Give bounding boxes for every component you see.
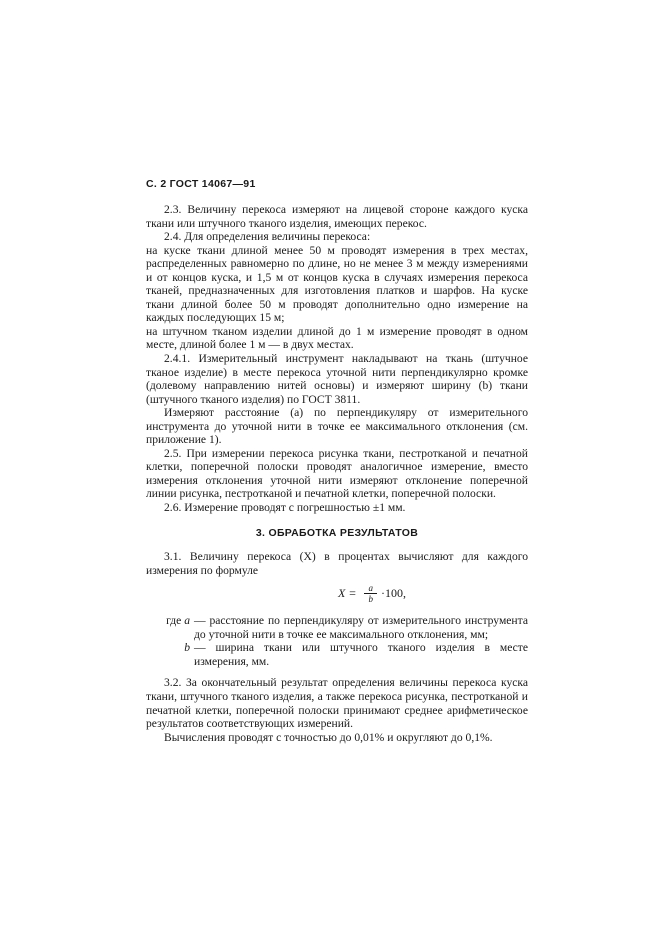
paragraph-3-1: 3.1. Величину перекоса (X) в процентах вычисляют для каждого измерения по формуле [146, 550, 528, 577]
formula-rhs: ·100, [380, 585, 406, 600]
definition-text: — ширина ткани или штучного тканого изделия в месте измерения, мм. [194, 641, 528, 668]
paragraph-2-4-1-b: Измеряют расстояние (a) по перпендикуляру от измерительного инструмента до уточной нити в точке ее максимального отклонения (см. приложение 1). [146, 406, 528, 447]
formula-denominator: b [368, 594, 373, 605]
paragraph-2-3: 2.3. Величину перекоса измеряют на лицевой стороне каждого куска ткани или штучного тканого изделия, имеющих перекос. [146, 203, 528, 230]
formula-fraction [364, 583, 377, 604]
definition-symbol: a [184, 614, 190, 628]
definition-text: — расстояние по перпендикуляру от измерительного инструмента до уточной нити в точке ее максимального отклонения, мм; [194, 614, 528, 641]
document-body [146, 203, 528, 744]
paragraph-2-6: 2.6. Измерение проводят с погрешностью ±1 мм. [164, 501, 406, 515]
paragraph-2-4-1: 2.4.1. Измерительный инструмент накладывают на ткань (штучное тканое изделие) в месте перекоса уточной нити перпендикулярно кромке (долевому направлению нитей основы) и измеряют ширину (b) ткани (штучного тканого изделия) по ГОСТ 3811. [146, 352, 528, 406]
paragraph-2-4-b: на штучном тканом изделии длиной до 1 м измерение проводят в одном месте, длиной более 1 м — в двух местах. [146, 324, 528, 352]
formula-numerator: a [364, 583, 377, 594]
paragraph-3-2-b: Вычисления проводят с точностью до 0,01% и округляют до 0,1%. [164, 730, 493, 744]
definition-list [146, 614, 528, 668]
formula-lhs: X = [338, 585, 357, 600]
section-3-title: 3. ОБРАБОТКА РЕЗУЛЬТАТОВ [255, 526, 419, 539]
paragraph-2-4-a: на куске ткани длиной менее 50 м проводят измерения в трех местах, распределенных равномерно по длине, но не менее 3 м между измерениями и от концов куска, и 1,5 м от концов куска в случаях измерения перекоса тканей, предназначенных для изготовления платков и шарфов. На куске ткани длиной более 50 м проводят дополнительно одно измерение на каждых последующих 15 м; [146, 243, 528, 325]
definition-item [146, 614, 528, 641]
paragraph-3-2: 3.2. За окончательный результат определения величины перекоса куска ткани, штучного тканого изделия, а также перекоса рисунка, пестротканой и печатной клетки, поперечной полоски принимают среднее арифметическое результатов соответствующих измерений. [146, 676, 528, 731]
definition-lead: где [166, 614, 182, 628]
page-header: С. 2 ГОСТ 14067—91 [146, 178, 256, 190]
formula [216, 583, 528, 604]
definition-item [146, 641, 528, 668]
paragraph-2-4: 2.4. Для определения величины перекоса: [164, 230, 371, 244]
definition-symbol: b [184, 641, 190, 655]
paragraph-2-5: 2.5. При измерении перекоса рисунка ткани, пестротканой и печатной клетки, поперечной полоски проводят аналогичное измерение, вместо измерения отклонения уточной нити измеряют отклонение поперечной линии рисунка, пестротканой и печатной клетки, поперечной полоски. [146, 446, 528, 501]
